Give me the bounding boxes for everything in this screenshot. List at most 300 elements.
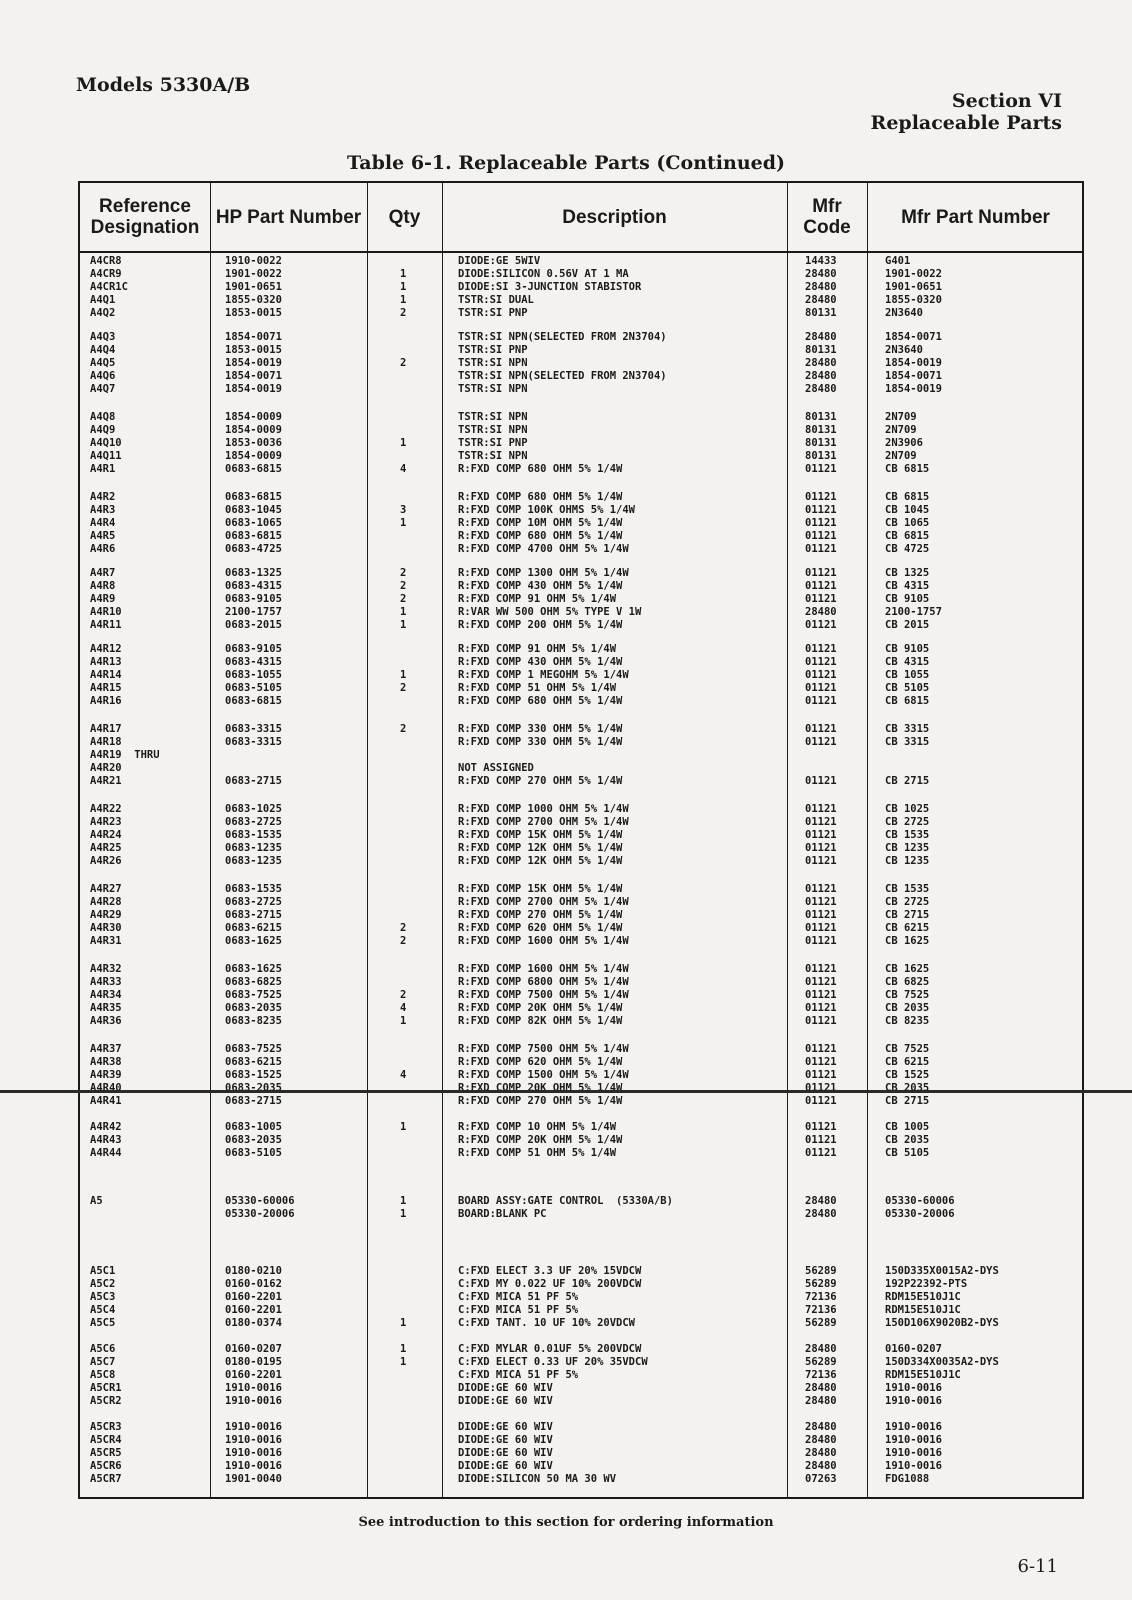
cell-line: 1855-0320 — [225, 294, 282, 306]
cell-line: CB 2725 — [885, 896, 930, 908]
cell-line: C:FXD MICA 51 PF 5% — [458, 1291, 579, 1303]
mfr-code-cell — [805, 883, 837, 948]
cell-line: 1854-0019 — [885, 357, 942, 369]
cell-line: A4R33 — [90, 976, 122, 988]
column-header-mfr-code-line1: Mfr — [812, 196, 842, 217]
cell-line: R:FXD COMP 12K OHM 5% 1/4W — [458, 855, 623, 867]
cell-line: CB 1055 — [885, 669, 930, 681]
cell-line: A4R21 — [90, 775, 122, 787]
cell-line: R:FXD COMP 7500 OHM 5% 1/4W — [458, 1043, 629, 1055]
cell-line — [400, 1265, 406, 1278]
mfr-code-cell — [805, 411, 837, 476]
ref-cell — [90, 567, 122, 632]
cell-line: CB 1535 — [885, 883, 930, 895]
cell-line: 1853-0015 — [225, 307, 282, 319]
cell-line: CB 1025 — [885, 803, 930, 815]
cell-line: A4R1 — [90, 463, 116, 475]
cell-line: 56289 — [805, 1278, 837, 1290]
cell-line: 01121 — [805, 1002, 837, 1014]
cell-line: R:FXD COMP 200 OHM 5% 1/4W — [458, 619, 623, 631]
ref-cell — [90, 255, 128, 320]
cell-line: R:FXD COMP 2700 OHM 5% 1/4W — [458, 816, 629, 828]
cell-line: 1854-0009 — [225, 450, 282, 462]
cell-line: 0683-2035 — [225, 1082, 282, 1094]
cell-line: CB 2715 — [885, 775, 930, 787]
cell-line — [400, 775, 406, 788]
cell-line: A4R19 THRU — [90, 749, 160, 761]
mfr-part-cell — [885, 803, 929, 868]
cell-line: R:FXD COMP 680 OHM 5% 1/4W — [458, 530, 623, 542]
cell-line: 1853-0015 — [225, 344, 282, 356]
description-cell — [458, 567, 641, 632]
cell-line: CB 2035 — [885, 1002, 930, 1014]
cell-line: 0683-6815 — [225, 463, 282, 475]
cell-line: 1854-0009 — [225, 424, 282, 436]
cell-line: TSTR:SI PNP — [458, 437, 528, 449]
cell-line: CB 1625 — [885, 935, 930, 947]
cell-line: TSTR:SI DUAL — [458, 294, 534, 306]
cell-line: 2 — [400, 580, 407, 592]
cell-line: RDM15E510J1C — [885, 1304, 961, 1316]
cell-line: R:FXD COMP 620 OHM 5% 1/4W — [458, 922, 623, 934]
cell-line: 4 — [400, 1002, 407, 1014]
cell-line: 2 — [400, 935, 407, 947]
cell-line: 2N3906 — [885, 437, 923, 449]
description-cell — [458, 491, 635, 556]
mfr-part-cell — [885, 255, 942, 320]
cell-line: 0683-2725 — [225, 896, 282, 908]
cell-line: 4 — [400, 463, 407, 475]
cell-line: 2N3640 — [885, 307, 923, 319]
ref-cell — [90, 1121, 122, 1160]
cell-line: 80131 — [805, 411, 837, 423]
cell-line: R:FXD COMP 100K OHMS 5% 1/4W — [458, 504, 636, 516]
ref-cell — [90, 1421, 122, 1486]
cell-line: A5CR4 — [90, 1434, 122, 1446]
cell-line — [400, 909, 406, 922]
qty-cell — [400, 331, 406, 396]
cell-line: 28480 — [805, 1195, 837, 1207]
cell-line: 01121 — [805, 816, 837, 828]
cell-line: A5 — [90, 1195, 103, 1207]
header-models: Models 5330A/B — [76, 74, 251, 96]
cell-line: 2N709 — [885, 424, 917, 436]
ref-cell — [90, 963, 122, 1028]
cell-line: 01121 — [805, 989, 837, 1001]
column-divider — [367, 183, 368, 1497]
header-section-title: Replaceable Parts — [870, 112, 1062, 134]
cell-line: 0180-0374 — [225, 1317, 282, 1329]
cell-line: 1901-0651 — [225, 281, 282, 293]
hp-part-cell — [225, 723, 282, 788]
cell-line: TSTR:SI PNP — [458, 307, 528, 319]
header-section-number: Section VI — [951, 90, 1062, 112]
qty-cell — [400, 1265, 406, 1330]
cell-line: CB 3315 — [885, 723, 930, 735]
cell-line: 01121 — [805, 775, 837, 787]
cell-line: 2 — [400, 723, 407, 735]
cell-line: 01121 — [805, 643, 837, 655]
cell-line: 2 — [400, 682, 407, 694]
mfr-part-cell — [885, 1343, 999, 1408]
cell-line: R:FXD COMP 330 OHM 5% 1/4W — [458, 736, 623, 748]
cell-line: 2 — [400, 593, 407, 605]
cell-line: 1 — [400, 619, 407, 631]
cell-line: CB 1045 — [885, 504, 930, 516]
cell-line: TSTR:SI NPN(SELECTED FROM 2N3704) — [458, 370, 667, 382]
cell-line — [400, 1082, 406, 1095]
mfr-part-cell — [885, 411, 929, 476]
cell-line: 0683-8235 — [225, 1015, 282, 1027]
cell-line: 0683-6815 — [225, 695, 282, 707]
cell-line: 1854-0019 — [225, 357, 282, 369]
cell-line: 1 — [400, 437, 407, 449]
cell-line: 01121 — [805, 896, 837, 908]
cell-line: 28480 — [805, 1434, 837, 1446]
cell-line: A4R2 — [90, 491, 116, 503]
cell-line: A4R30 — [90, 922, 122, 934]
description-cell — [458, 883, 629, 948]
cell-line: 2N709 — [885, 450, 917, 462]
cell-line: 1 — [400, 294, 407, 306]
cell-line: 28480 — [805, 294, 837, 306]
cell-line: A5C2 — [90, 1278, 116, 1290]
mfr-part-cell — [885, 1195, 955, 1221]
cell-line: A4R22 — [90, 803, 122, 815]
cell-line: TSTR:SI NPN — [458, 424, 528, 436]
cell-line: DIODE:GE 60 WIV — [458, 1395, 553, 1407]
mfr-code-cell — [805, 963, 837, 1028]
qty-cell — [400, 1121, 406, 1160]
cell-line: 01121 — [805, 963, 837, 975]
cell-line: R:FXD COMP 270 OHM 5% 1/4W — [458, 909, 623, 921]
column-header-hp-part: HP Part Number — [215, 206, 362, 228]
cell-line: 1 — [400, 1356, 407, 1368]
ref-cell — [90, 803, 122, 868]
cell-line: 0683-1625 — [225, 963, 282, 975]
cell-line: 01121 — [805, 1134, 837, 1146]
cell-line — [400, 896, 406, 909]
page-number: 6-11 — [1017, 1556, 1058, 1577]
cell-line: 0683-2715 — [225, 909, 282, 921]
cell-line: G401 — [885, 255, 911, 267]
cell-line: A4Q5 — [90, 357, 116, 369]
cell-line — [225, 749, 282, 762]
cell-line: CB 2725 — [885, 816, 930, 828]
cell-line: 0683-2035 — [225, 1002, 282, 1014]
cell-line: DIODE:GE 60 WIV — [458, 1447, 553, 1459]
cell-line: 1910-0016 — [885, 1395, 942, 1407]
ref-cell — [90, 1343, 122, 1408]
cell-line: A5CR7 — [90, 1473, 122, 1485]
cell-line: CB 2015 — [885, 619, 930, 631]
cell-line: 01121 — [805, 1015, 837, 1027]
cell-line: A4R6 — [90, 543, 116, 555]
cell-line: A4Q1 — [90, 294, 116, 306]
cell-line: A4R4 — [90, 517, 116, 529]
cell-line: 1910-0016 — [225, 1421, 282, 1433]
hp-part-cell — [225, 1265, 282, 1330]
cell-line: 1 — [400, 1195, 407, 1207]
cell-line: 01121 — [805, 517, 837, 529]
cell-line: 1854-0071 — [225, 370, 282, 382]
cell-line: 0683-1235 — [225, 855, 282, 867]
cell-line: 1 — [400, 1015, 407, 1027]
cell-line — [400, 424, 406, 437]
cell-line: R:FXD COMP 51 OHM 5% 1/4W — [458, 682, 617, 694]
cell-line: A5C4 — [90, 1304, 116, 1316]
cell-line: A4Q7 — [90, 383, 116, 395]
cell-line: C:FXD MY 0.022 UF 10% 200VDCW — [458, 1278, 642, 1290]
cell-line: 1 — [400, 1121, 407, 1133]
hp-part-cell — [225, 331, 282, 396]
cell-line: 1853-0036 — [225, 437, 282, 449]
cell-line: CB 9105 — [885, 593, 930, 605]
cell-line: 0683-9105 — [225, 643, 282, 655]
cell-line: 150D334X0035A2-DYS — [885, 1356, 999, 1368]
cell-line: 150D335X0015A2-DYS — [885, 1265, 999, 1277]
cell-line: NOT ASSIGNED — [458, 762, 534, 774]
cell-line: 2 — [400, 307, 407, 319]
cell-line: R:FXD COMP 680 OHM 5% 1/4W — [458, 491, 623, 503]
cell-line: CB 1005 — [885, 1121, 930, 1133]
cell-line: CB 6815 — [885, 463, 930, 475]
cell-line — [400, 762, 406, 775]
cell-line: A4R24 — [90, 829, 122, 841]
cell-line: CB 8235 — [885, 1015, 930, 1027]
qty-cell — [400, 723, 406, 788]
cell-line: 1 — [400, 281, 407, 293]
cell-line: A4R39 — [90, 1069, 122, 1081]
cell-line: 0683-6825 — [225, 976, 282, 988]
cell-line: A5CR3 — [90, 1421, 122, 1433]
cell-line: 01121 — [805, 855, 837, 867]
cell-line: A4R35 — [90, 1002, 122, 1014]
mfr-part-cell — [885, 963, 929, 1028]
cell-line: DIODE:GE 60 WIV — [458, 1460, 553, 1472]
cell-line: A4R17 — [90, 723, 122, 735]
cell-line: 01121 — [805, 976, 837, 988]
cell-line: 2100-1757 — [885, 606, 942, 618]
hp-part-cell — [225, 963, 282, 1028]
cell-line: CB 1525 — [885, 1069, 930, 1081]
cell-line: A4R9 — [90, 593, 116, 605]
cell-line: A4R31 — [90, 935, 122, 947]
cell-line: 01121 — [805, 1082, 837, 1094]
cell-line: DIODE:GE 5WIV — [458, 255, 541, 267]
column-header-reference-line2: Designation — [90, 217, 200, 238]
cell-line — [885, 762, 929, 775]
cell-line: DIODE:GE 60 WIV — [458, 1421, 553, 1433]
description-cell — [458, 1195, 673, 1221]
cell-line: 1855-0320 — [885, 294, 942, 306]
cell-line: 05330-20006 — [225, 1208, 295, 1220]
description-cell — [458, 331, 667, 396]
cell-line: 01121 — [805, 909, 837, 921]
cell-line: 01121 — [805, 593, 837, 605]
cell-line: TSTR:SI PNP — [458, 344, 528, 356]
cell-line: 01121 — [805, 580, 837, 592]
cell-line: 0683-1045 — [225, 504, 282, 516]
cell-line — [400, 883, 406, 896]
cell-line: 0683-2715 — [225, 775, 282, 787]
cell-line: A4R42 — [90, 1121, 122, 1133]
cell-line — [400, 530, 406, 543]
cell-line: A4R16 — [90, 695, 122, 707]
cell-line: 80131 — [805, 344, 837, 356]
cell-line: 72136 — [805, 1291, 837, 1303]
cell-line: A5C3 — [90, 1291, 116, 1303]
cell-line: A4R5 — [90, 530, 116, 542]
cell-line: 0683-4725 — [225, 543, 282, 555]
cell-line: 07263 — [805, 1473, 837, 1485]
mfr-part-cell — [885, 643, 929, 708]
cell-line: 01121 — [805, 723, 837, 735]
rule-line — [0, 1090, 1132, 1093]
cell-line: A4R26 — [90, 855, 122, 867]
ref-cell — [90, 1265, 115, 1330]
cell-line: A4Q11 — [90, 450, 122, 462]
cell-line: R:FXD COMP 430 OHM 5% 1/4W — [458, 580, 623, 592]
cell-line: 1 — [400, 517, 407, 529]
column-divider — [442, 183, 443, 1497]
cell-line: CB 7525 — [885, 989, 930, 1001]
qty-cell — [400, 643, 406, 708]
hp-part-cell — [225, 491, 282, 556]
cell-line: R:FXD COMP 1300 OHM 5% 1/4W — [458, 567, 629, 579]
cell-line: 0683-1065 — [225, 517, 282, 529]
cell-line: R:FXD COMP 82K OHM 5% 1/4W — [458, 1015, 623, 1027]
cell-line: 1910-0016 — [225, 1382, 282, 1394]
cell-line: 0180-0210 — [225, 1265, 282, 1277]
cell-line: CB 6215 — [885, 922, 930, 934]
cell-line: 01121 — [805, 567, 837, 579]
cell-line — [400, 1369, 406, 1382]
cell-line: 56289 — [805, 1265, 837, 1277]
cell-line: 0683-2035 — [225, 1134, 282, 1146]
cell-line — [400, 1395, 406, 1408]
cell-line: 14433 — [805, 255, 837, 267]
cell-line: FDG1088 — [885, 1473, 930, 1485]
cell-line: 0683-1325 — [225, 567, 282, 579]
cell-line: 1901-0040 — [225, 1473, 282, 1485]
cell-line: 1854-0019 — [225, 383, 282, 395]
cell-line — [400, 1134, 406, 1147]
cell-line: CB 2035 — [885, 1082, 930, 1094]
cell-line: R:FXD COMP 4700 OHM 5% 1/4W — [458, 543, 629, 555]
hp-part-cell — [225, 803, 282, 868]
mfr-code-cell — [805, 1195, 837, 1221]
ref-cell — [90, 411, 122, 476]
cell-line: 28480 — [805, 268, 837, 280]
description-cell — [458, 803, 629, 868]
mfr-code-cell — [805, 1343, 837, 1408]
cell-line — [400, 331, 406, 344]
cell-line: 28480 — [805, 370, 837, 382]
description-cell — [458, 255, 641, 320]
cell-line: 01121 — [805, 1056, 837, 1068]
cell-line: 01121 — [805, 504, 837, 516]
cell-line: 0683-1625 — [225, 935, 282, 947]
cell-line: C:FXD MICA 51 PF 5% — [458, 1369, 579, 1381]
cell-line: 0683-3315 — [225, 723, 282, 735]
cell-line: A4R43 — [90, 1134, 122, 1146]
mfr-code-cell — [805, 255, 837, 320]
cell-line: CB 6215 — [885, 1056, 930, 1068]
qty-cell — [400, 567, 406, 632]
cell-line: 01121 — [805, 935, 837, 947]
cell-line: 1910-0016 — [885, 1434, 942, 1446]
cell-line: CB 7525 — [885, 1043, 930, 1055]
cell-line: 2N709 — [885, 411, 917, 423]
mfr-part-cell — [885, 331, 942, 396]
cell-line: A4Q10 — [90, 437, 122, 449]
cell-line: A5CR6 — [90, 1460, 122, 1472]
cell-line: 01121 — [805, 491, 837, 503]
cell-line: A4R38 — [90, 1056, 122, 1068]
cell-line: CB 1235 — [885, 842, 930, 854]
cell-line: R:FXD COMP 20K OHM 5% 1/4W — [458, 1134, 623, 1146]
qty-cell — [400, 255, 406, 320]
cell-line — [90, 1208, 103, 1221]
cell-line: CB 6815 — [885, 695, 930, 707]
mfr-code-cell — [805, 1421, 837, 1486]
ref-cell — [90, 1195, 103, 1221]
cell-line: A4R15 — [90, 682, 122, 694]
cell-line — [400, 963, 406, 976]
cell-line: 1 — [400, 268, 407, 280]
cell-line — [400, 383, 406, 396]
cell-line: A5C8 — [90, 1369, 116, 1381]
cell-line — [885, 749, 929, 762]
cell-line: 0160-2201 — [225, 1369, 282, 1381]
cell-line: A4R27 — [90, 883, 122, 895]
cell-line: RDM15E510J1C — [885, 1291, 961, 1303]
cell-line: R:FXD COMP 20K OHM 5% 1/4W — [458, 1002, 623, 1014]
cell-line: 80131 — [805, 437, 837, 449]
cell-line: A4R37 — [90, 1043, 122, 1055]
hp-part-cell — [225, 1043, 282, 1108]
cell-line: 3 — [400, 504, 407, 516]
cell-line: 0683-5105 — [225, 682, 282, 694]
cell-line: R:FXD COMP 15K OHM 5% 1/4W — [458, 829, 623, 841]
column-header-reference-line1: Reference — [99, 196, 191, 217]
cell-line: 28480 — [805, 1447, 837, 1459]
cell-line: A4R34 — [90, 989, 122, 1001]
cell-line — [400, 1056, 406, 1069]
cell-line: A4R20 — [90, 762, 122, 774]
mfr-part-cell — [885, 1265, 999, 1330]
cell-line: 0683-4315 — [225, 580, 282, 592]
ref-cell — [90, 643, 122, 708]
column-header-qty: Qty — [388, 206, 421, 228]
cell-line: 0160-0162 — [225, 1278, 282, 1290]
cell-line: RDM15E510J1C — [885, 1369, 961, 1381]
cell-line: A4R28 — [90, 896, 122, 908]
column-header-mfr-part: Mfr Part Number — [901, 206, 1050, 228]
cell-line — [225, 762, 282, 775]
cell-line: 1 — [400, 606, 407, 618]
cell-line: 1901-0022 — [885, 268, 942, 280]
cell-line: A4R14 — [90, 669, 122, 681]
cell-line: 0683-6215 — [225, 1056, 282, 1068]
cell-line: 0683-7525 — [225, 989, 282, 1001]
cell-line: CB 4315 — [885, 656, 930, 668]
mfr-code-cell — [805, 1265, 837, 1330]
cell-line: CB 4315 — [885, 580, 930, 592]
description-cell — [458, 643, 629, 708]
cell-line: DIODE:GE 60 WIV — [458, 1434, 553, 1446]
